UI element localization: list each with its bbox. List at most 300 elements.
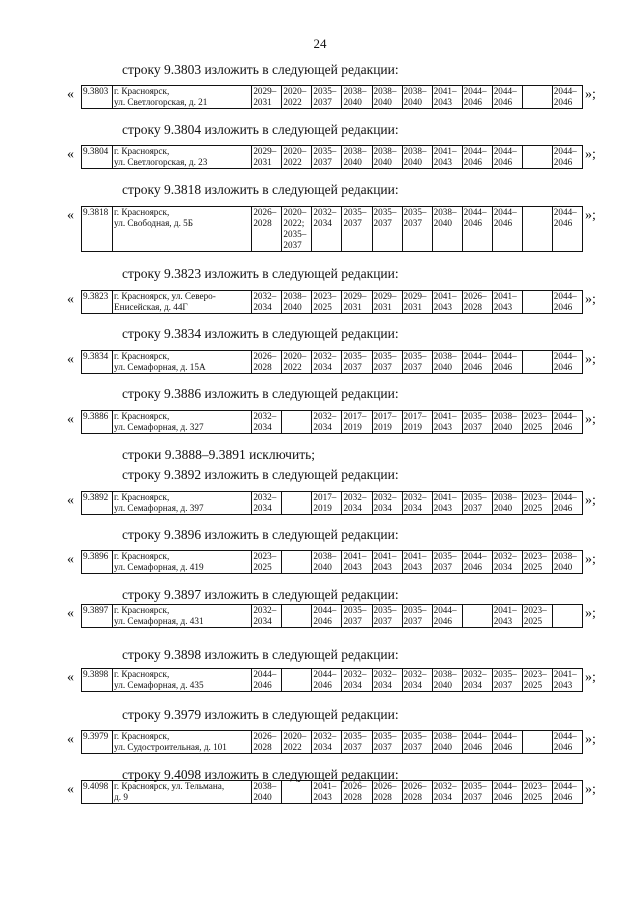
- year-cell: [252, 146, 282, 169]
- year-cell: [312, 291, 342, 314]
- year-cell: [432, 551, 462, 574]
- year-cell: [282, 146, 312, 169]
- year-cell: [372, 411, 402, 434]
- year-cell: [402, 86, 432, 109]
- year-range: 2026– 2028: [463, 291, 487, 312]
- year-cell: [432, 605, 462, 628]
- year-cell: [342, 207, 372, 252]
- year-cell: [342, 86, 372, 109]
- year-cell: [342, 781, 372, 804]
- year-cell: [522, 351, 552, 374]
- year-range: 2044– 2046: [553, 207, 577, 228]
- year-range: 2017– 2019: [403, 411, 427, 432]
- year-cell: [252, 492, 282, 515]
- year-cell: [402, 207, 432, 252]
- year-cell: [522, 146, 552, 169]
- year-range: 2044– 2046: [463, 207, 487, 228]
- table-row: [81, 668, 583, 692]
- year-cell: [402, 492, 432, 515]
- year-cell: [372, 86, 402, 109]
- year-cell: [432, 669, 462, 692]
- year-range: 2032– 2034: [463, 669, 487, 690]
- row-cells: [82, 551, 583, 574]
- year-cell: [252, 411, 282, 434]
- row-address: г. Красноярск, ул. Семафорная, д. 419: [113, 551, 252, 574]
- year-cell: [372, 146, 402, 169]
- year-cell: [342, 492, 372, 515]
- year-range: 2023– 2025: [523, 411, 547, 432]
- year-cell: [552, 551, 582, 574]
- year-cell: [462, 731, 492, 754]
- year-range: 2032– 2034: [343, 492, 367, 513]
- row-cells: [82, 291, 583, 314]
- year-range: 2044– 2046: [463, 551, 487, 572]
- year-range: 2032– 2034: [253, 291, 277, 312]
- table-row: [81, 206, 583, 252]
- year-range: 2020– 2022: [283, 86, 307, 107]
- row-address: г. Красноярск, ул. Семафорная, д. 435: [113, 669, 252, 692]
- row-number: 9.3886: [82, 411, 113, 434]
- amendment-heading: строку 9.3804 изложить в следующей редакции:: [122, 122, 399, 137]
- year-cell: [462, 551, 492, 574]
- row-cells: [82, 351, 583, 374]
- year-range: 2035– 2037: [343, 605, 367, 626]
- year-cell: [252, 551, 282, 574]
- open-quote: «: [67, 352, 74, 367]
- close-quote: »;: [585, 606, 596, 621]
- close-quote: »;: [585, 208, 596, 223]
- year-range: 2038– 2040: [373, 146, 397, 167]
- year-cell: [312, 551, 342, 574]
- amendment-heading: строку 9.4098 изложить в следующей редакции:: [122, 767, 399, 782]
- year-range: 2038– 2040: [313, 551, 337, 572]
- year-cell: [402, 781, 432, 804]
- year-cell: [522, 731, 552, 754]
- year-range: 2038– 2040: [343, 146, 367, 167]
- year-cell: [282, 492, 312, 515]
- year-range: 2044– 2046: [493, 86, 517, 107]
- amendment-heading: строку 9.3892 изложить в следующей редакции:: [122, 467, 399, 482]
- year-cell: [282, 86, 312, 109]
- year-cell: [552, 207, 582, 252]
- page-number: 24: [313, 36, 327, 51]
- year-cell: [522, 291, 552, 314]
- year-range: 2035– 2037: [403, 605, 427, 626]
- year-range: 2041– 2043: [493, 605, 517, 626]
- year-range: 2044– 2046: [553, 86, 577, 107]
- row-cells: [82, 86, 583, 109]
- year-range: 2044– 2046: [493, 731, 517, 752]
- year-range: 2026– 2028: [253, 351, 277, 372]
- year-range: 2032– 2034: [373, 669, 397, 690]
- year-range: 2029– 2031: [253, 86, 277, 107]
- amendment-heading: строку 9.3823 изложить в следующей редакции:: [122, 266, 399, 281]
- year-cell: [282, 781, 312, 804]
- year-range: 2035– 2037: [463, 411, 487, 432]
- amendment-heading: строки 9.3888–9.3891 исключить;: [122, 447, 315, 462]
- year-range: 2035– 2037: [463, 492, 487, 513]
- table-row: [81, 780, 583, 804]
- year-range: 2023– 2025: [523, 605, 547, 626]
- year-cell: [342, 669, 372, 692]
- year-range: 2032– 2034: [433, 781, 457, 802]
- year-range: 2038– 2040: [343, 86, 367, 107]
- year-range: 2032– 2034: [403, 492, 427, 513]
- year-cell: [312, 146, 342, 169]
- row-cells: [82, 731, 583, 754]
- year-range: 2041– 2043: [433, 291, 457, 312]
- year-cell: [282, 291, 312, 314]
- year-cell: [372, 669, 402, 692]
- year-cell: [552, 351, 582, 374]
- year-cell: [372, 551, 402, 574]
- year-cell: [522, 781, 552, 804]
- year-cell: [252, 669, 282, 692]
- year-cell: [252, 86, 282, 109]
- close-quote: »;: [585, 87, 596, 102]
- year-range: 2020– 2022: [283, 351, 307, 372]
- year-range: 2035– 2037: [373, 731, 397, 752]
- close-quote: »;: [585, 732, 596, 747]
- year-range: 2041– 2043: [373, 551, 397, 572]
- year-range: 2035– 2037: [403, 207, 427, 228]
- year-range: 2032– 2034: [343, 669, 367, 690]
- year-cell: [552, 411, 582, 434]
- close-quote: »;: [585, 670, 596, 685]
- year-cell: [552, 669, 582, 692]
- year-cell: [552, 605, 582, 628]
- year-cell: [282, 411, 312, 434]
- year-cell: [342, 551, 372, 574]
- year-cell: [492, 669, 522, 692]
- year-cell: [462, 411, 492, 434]
- year-range: 2041– 2043: [433, 492, 457, 513]
- year-cell: [372, 605, 402, 628]
- year-cell: [342, 605, 372, 628]
- year-cell: [492, 605, 522, 628]
- row-address: г. Красноярск, ул. Северо- Енисейская, д. 44Г: [113, 291, 252, 314]
- year-cell: [432, 146, 462, 169]
- year-range: 2044– 2046: [553, 351, 577, 372]
- year-range: 2041– 2043: [433, 411, 457, 432]
- year-range: 2029– 2031: [373, 291, 397, 312]
- year-cell: [312, 492, 342, 515]
- year-range: 2023– 2025: [523, 781, 547, 802]
- open-quote: «: [67, 87, 74, 102]
- year-cell: [522, 551, 552, 574]
- year-cell: [402, 291, 432, 314]
- row-address: г. Красноярск, ул. Светлогорская, д. 21: [113, 86, 252, 109]
- year-cell: [492, 411, 522, 434]
- close-quote: »;: [585, 782, 596, 797]
- amendment-heading: строку 9.3818 изложить в следующей редакции:: [122, 182, 399, 197]
- year-cell: [252, 207, 282, 252]
- year-range: 2035– 2037: [403, 731, 427, 752]
- amendment-heading: строку 9.3886 изложить в следующей редакции:: [122, 386, 399, 401]
- year-range: 2020– 2022; 2035– 2037: [283, 207, 307, 250]
- year-cell: [492, 291, 522, 314]
- year-cell: [252, 351, 282, 374]
- year-cell: [342, 411, 372, 434]
- year-cell: [492, 731, 522, 754]
- year-cell: [492, 207, 522, 252]
- year-range: 2017– 2019: [343, 411, 367, 432]
- year-range: 2035– 2037: [373, 351, 397, 372]
- close-quote: »;: [585, 552, 596, 567]
- year-cell: [492, 551, 522, 574]
- year-range: 2044– 2046: [463, 731, 487, 752]
- year-range: 2044– 2046: [313, 669, 337, 690]
- table-row: [81, 730, 583, 754]
- year-range: 2023– 2025: [313, 291, 337, 312]
- year-range: 2023– 2025: [523, 551, 547, 572]
- year-cell: [312, 411, 342, 434]
- year-range: 2044– 2046: [463, 86, 487, 107]
- year-cell: [282, 669, 312, 692]
- amendment-heading: строку 9.3897 изложить в следующей редакции:: [122, 587, 399, 602]
- year-range: 2035– 2037: [343, 207, 367, 228]
- year-range: 2035– 2037: [343, 731, 367, 752]
- year-cell: [552, 291, 582, 314]
- year-range: 2044– 2046: [463, 146, 487, 167]
- year-range: 2023– 2025: [523, 492, 547, 513]
- year-cell: [342, 146, 372, 169]
- year-range: 2044– 2046: [553, 291, 577, 312]
- year-range: 2041– 2043: [433, 86, 457, 107]
- year-cell: [492, 781, 522, 804]
- row-number: 9.3892: [82, 492, 113, 515]
- year-range: 2038– 2040: [373, 86, 397, 107]
- row-cells: [82, 781, 583, 804]
- year-range: 2041– 2043: [313, 781, 337, 802]
- year-range: 2038– 2040: [433, 669, 457, 690]
- year-cell: [552, 781, 582, 804]
- year-cell: [312, 781, 342, 804]
- amendment-heading: строку 9.3898 изложить в следующей редакции:: [122, 647, 399, 662]
- amendment-heading: строку 9.3803 изложить в следующей редакции:: [122, 62, 399, 77]
- year-range: 2032– 2034: [493, 551, 517, 572]
- row-number: 9.3823: [82, 291, 113, 314]
- year-cell: [312, 207, 342, 252]
- year-cell: [432, 411, 462, 434]
- year-range: 2035– 2037: [493, 669, 517, 690]
- year-range: 2026– 2028: [403, 781, 427, 802]
- year-cell: [402, 605, 432, 628]
- row-cells: [82, 492, 583, 515]
- open-quote: «: [67, 670, 74, 685]
- year-cell: [522, 669, 552, 692]
- year-range: 2038– 2040: [493, 492, 517, 513]
- year-cell: [492, 351, 522, 374]
- year-cell: [282, 207, 312, 252]
- year-range: 2032– 2034: [403, 669, 427, 690]
- year-cell: [522, 605, 552, 628]
- year-range: 2029– 2031: [403, 291, 427, 312]
- year-cell: [462, 146, 492, 169]
- open-quote: «: [67, 552, 74, 567]
- year-range: 2032– 2034: [253, 411, 277, 432]
- row-number: 9.3979: [82, 731, 113, 754]
- row-cells: [82, 605, 583, 628]
- row-number: 9.3897: [82, 605, 113, 628]
- row-cells: [82, 146, 583, 169]
- year-cell: [522, 86, 552, 109]
- year-cell: [552, 731, 582, 754]
- table-row: [81, 85, 583, 109]
- row-number: 9.3804: [82, 146, 113, 169]
- year-range: 2044– 2046: [463, 351, 487, 372]
- year-range: 2044– 2046: [553, 146, 577, 167]
- year-range: 2023– 2025: [523, 669, 547, 690]
- year-range: 2026– 2028: [253, 731, 277, 752]
- year-cell: [312, 605, 342, 628]
- year-cell: [462, 492, 492, 515]
- amendment-heading: строку 9.3834 изложить в следующей редакции:: [122, 326, 399, 341]
- year-cell: [372, 291, 402, 314]
- year-range: 2038– 2040: [403, 146, 427, 167]
- year-cell: [462, 669, 492, 692]
- year-range: 2017– 2019: [373, 411, 397, 432]
- year-range: 2032– 2034: [313, 411, 337, 432]
- year-cell: [402, 551, 432, 574]
- row-address: г. Красноярск, ул. Семафорная, д. 327: [113, 411, 252, 434]
- table-row: [81, 604, 583, 628]
- row-cells: [82, 669, 583, 692]
- year-range: 2032– 2034: [373, 492, 397, 513]
- year-cell: [432, 86, 462, 109]
- year-range: 2044– 2046: [493, 207, 517, 228]
- year-cell: [462, 86, 492, 109]
- year-range: 2035– 2037: [313, 146, 337, 167]
- year-cell: [402, 731, 432, 754]
- year-cell: [432, 207, 462, 252]
- year-cell: [342, 351, 372, 374]
- open-quote: «: [67, 292, 74, 307]
- year-range: 2023– 2025: [253, 551, 277, 572]
- open-quote: «: [67, 208, 74, 223]
- amendment-heading: строку 9.3979 изложить в следующей редакции:: [122, 707, 399, 722]
- year-cell: [372, 351, 402, 374]
- year-cell: [432, 492, 462, 515]
- year-cell: [462, 207, 492, 252]
- year-cell: [522, 492, 552, 515]
- row-address: г. Красноярск, ул. Свободная, д. 5Б: [113, 207, 252, 252]
- open-quote: «: [67, 732, 74, 747]
- open-quote: «: [67, 493, 74, 508]
- year-cell: [402, 411, 432, 434]
- year-range: 2038– 2040: [433, 207, 457, 228]
- year-cell: [252, 731, 282, 754]
- year-range: 2044– 2046: [493, 351, 517, 372]
- year-cell: [432, 781, 462, 804]
- year-range: 2044– 2046: [553, 781, 577, 802]
- year-range: 2038– 2040: [433, 351, 457, 372]
- close-quote: »;: [585, 352, 596, 367]
- table-row: [81, 290, 583, 314]
- year-range: 2020– 2022: [283, 146, 307, 167]
- year-cell: [372, 731, 402, 754]
- year-range: 2032– 2034: [313, 207, 337, 228]
- row-number: 9.3898: [82, 669, 113, 692]
- year-range: 2038– 2040: [403, 86, 427, 107]
- row-address: г. Красноярск, ул. Светлогорская, д. 23: [113, 146, 252, 169]
- amendment-heading: строку 9.3896 изложить в следующей редакции:: [122, 527, 399, 542]
- close-quote: »;: [585, 412, 596, 427]
- row-address: г. Красноярск, ул. Семафорная, д. 431: [113, 605, 252, 628]
- year-range: 2026– 2028: [373, 781, 397, 802]
- year-cell: [342, 291, 372, 314]
- year-cell: [462, 351, 492, 374]
- year-range: 2035– 2037: [403, 351, 427, 372]
- year-range: 2032– 2034: [313, 731, 337, 752]
- row-number: 9.3818: [82, 207, 113, 252]
- year-range: 2035– 2037: [313, 86, 337, 107]
- year-range: 2044– 2046: [253, 669, 277, 690]
- year-range: 2020– 2022: [283, 731, 307, 752]
- open-quote: «: [67, 606, 74, 621]
- year-cell: [432, 351, 462, 374]
- row-cells: [82, 411, 583, 434]
- year-cell: [522, 207, 552, 252]
- year-cell: [492, 86, 522, 109]
- year-range: 2029– 2031: [253, 146, 277, 167]
- year-cell: [372, 781, 402, 804]
- year-range: 2044– 2046: [493, 146, 517, 167]
- year-cell: [552, 492, 582, 515]
- year-range: 2041– 2043: [343, 551, 367, 572]
- year-range: 2044– 2046: [433, 605, 457, 626]
- year-cell: [462, 781, 492, 804]
- year-cell: [252, 605, 282, 628]
- row-address: г. Красноярск, ул. Судостроительная, д. 101: [113, 731, 252, 754]
- row-number: 9.3834: [82, 351, 113, 374]
- year-range: 2026– 2028: [343, 781, 367, 802]
- year-range: 2026– 2028: [253, 207, 277, 228]
- year-range: 2017– 2019: [313, 492, 337, 513]
- year-range: 2029– 2031: [343, 291, 367, 312]
- year-cell: [462, 291, 492, 314]
- year-range: 2035– 2037: [343, 351, 367, 372]
- year-range: 2041– 2043: [403, 551, 427, 572]
- year-range: 2041– 2043: [553, 669, 577, 690]
- year-range: 2044– 2046: [313, 605, 337, 626]
- year-cell: [402, 146, 432, 169]
- year-range: 2044– 2046: [553, 492, 577, 513]
- row-address: г. Красноярск, ул. Семафорная, д. 397: [113, 492, 252, 515]
- open-quote: «: [67, 782, 74, 797]
- close-quote: »;: [585, 493, 596, 508]
- table-row: [81, 550, 583, 574]
- year-range: 2041– 2043: [433, 146, 457, 167]
- row-number: 9.3896: [82, 551, 113, 574]
- year-cell: [282, 731, 312, 754]
- year-range: 2038– 2040: [553, 551, 577, 572]
- year-cell: [432, 291, 462, 314]
- open-quote: «: [67, 147, 74, 162]
- row-cells: [82, 207, 583, 252]
- year-cell: [312, 731, 342, 754]
- year-cell: [282, 605, 312, 628]
- table-row: [81, 491, 583, 515]
- year-cell: [492, 492, 522, 515]
- open-quote: «: [67, 412, 74, 427]
- year-range: 2032– 2034: [253, 605, 277, 626]
- year-range: 2038– 2040: [253, 781, 277, 802]
- table-row: [81, 350, 583, 374]
- year-range: 2038– 2040: [433, 731, 457, 752]
- year-range: 2035– 2037: [433, 551, 457, 572]
- year-cell: [312, 351, 342, 374]
